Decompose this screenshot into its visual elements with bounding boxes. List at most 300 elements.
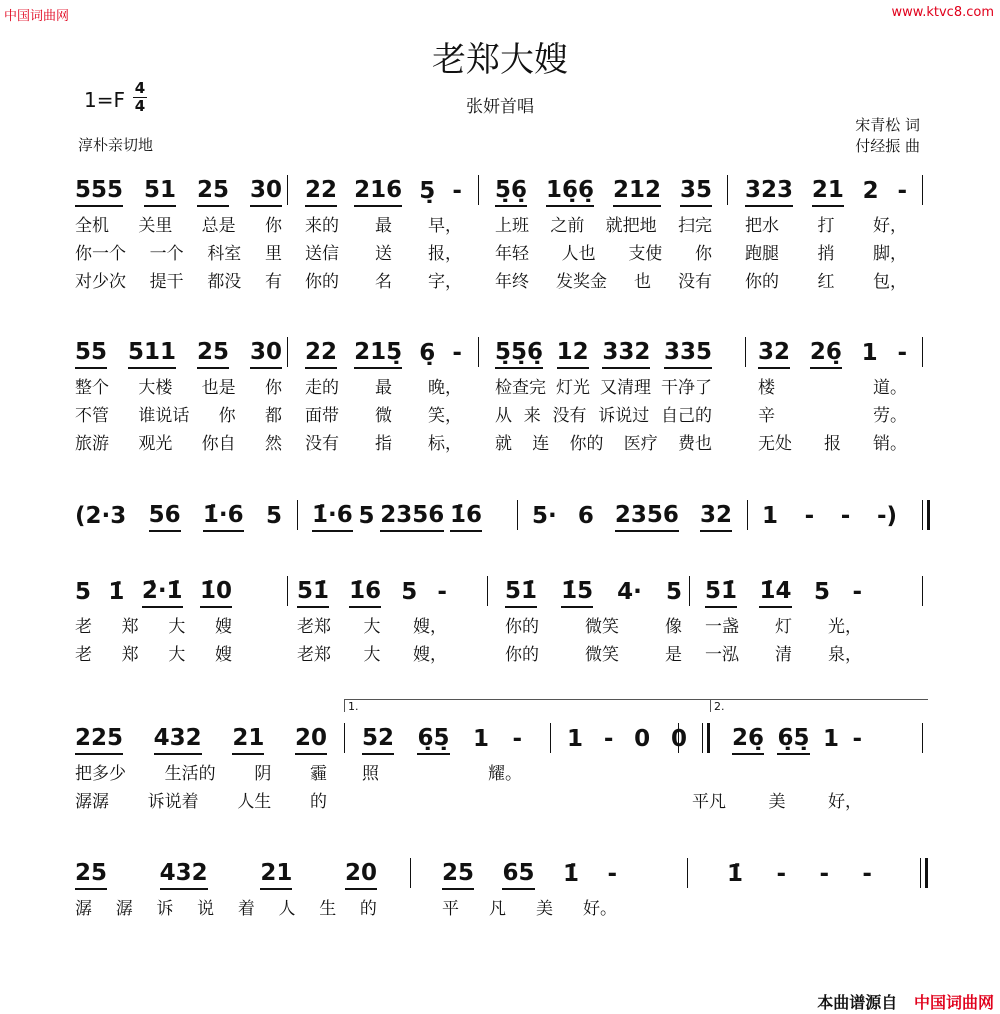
measure bbox=[75, 858, 377, 920]
note-group: 0 bbox=[670, 726, 687, 752]
note-group: 6 bbox=[577, 503, 594, 529]
note-group: 25 bbox=[442, 860, 474, 890]
footer-site: 中国词曲网 bbox=[913, 993, 994, 1012]
lyric-word: 美 bbox=[768, 791, 786, 812]
measure bbox=[297, 576, 447, 666]
lyric-line-verse-1 bbox=[305, 209, 462, 237]
note-group: 1̇·6 bbox=[203, 502, 244, 532]
note-group: 2 bbox=[862, 178, 879, 204]
note-group: 21 bbox=[260, 860, 292, 890]
lyric-word: 大楼 bbox=[138, 377, 173, 398]
note-group: 26̣ bbox=[732, 725, 764, 755]
lyric-word: 费也 bbox=[678, 433, 712, 454]
volta-bracket-2: 2. bbox=[710, 699, 928, 712]
measure-notes bbox=[75, 175, 282, 209]
barline bbox=[517, 500, 518, 530]
lyric-word: 里 bbox=[264, 243, 282, 264]
lyric-word: 支使 bbox=[628, 243, 663, 264]
note-group: 65 bbox=[502, 860, 534, 890]
lyric-word: 好， bbox=[828, 791, 862, 812]
lyric-word: 指 bbox=[375, 433, 392, 454]
note-group: 1̇ bbox=[108, 579, 125, 605]
lyric-word: 也是 bbox=[201, 377, 236, 398]
lyric-word: 你的 bbox=[505, 644, 539, 665]
note-group: 5· bbox=[532, 503, 557, 529]
lyric-line-verse-2 bbox=[75, 638, 232, 666]
lyric-word: 送信 bbox=[305, 243, 339, 264]
lyric-line-verse-1 bbox=[75, 610, 232, 638]
lyricist: 宋青松 词 bbox=[855, 116, 920, 134]
lyric-line-verse-2 bbox=[745, 237, 907, 265]
measure-notes bbox=[532, 500, 732, 534]
measure bbox=[442, 858, 617, 920]
barline bbox=[678, 723, 679, 753]
lyric-word: 跑腿 bbox=[745, 243, 779, 264]
lyric-word: 潺 bbox=[75, 898, 92, 919]
dash-extension: - bbox=[437, 579, 447, 605]
lyric-word: 你一个 bbox=[75, 243, 126, 264]
dash-extension: - bbox=[852, 726, 862, 752]
measure bbox=[495, 175, 712, 293]
lyric-word: 着 bbox=[237, 898, 255, 919]
note-group: 5̣ bbox=[419, 178, 436, 204]
lyric-word: 来 bbox=[523, 405, 541, 426]
measure-notes bbox=[758, 337, 907, 371]
lyric-line-verse-1 bbox=[705, 610, 862, 638]
note-group: 1̇6 bbox=[450, 502, 482, 532]
lyric-word: 微笑 bbox=[585, 616, 619, 637]
lyric-line-verse-2 bbox=[75, 399, 282, 427]
lyric-line-verse-3 bbox=[75, 427, 282, 455]
lyric-word: 都 bbox=[264, 405, 282, 426]
lyric-word: 你自 bbox=[201, 433, 236, 454]
note-group: 2356 bbox=[615, 502, 679, 532]
lyric-line-verse-3 bbox=[495, 427, 712, 455]
note-group: 1 bbox=[567, 726, 584, 752]
dash-extension: - bbox=[840, 503, 851, 529]
note-group: 51 bbox=[144, 177, 176, 207]
note-group: 21 bbox=[232, 725, 264, 755]
lyric-word: 从 bbox=[495, 405, 512, 426]
barline bbox=[297, 500, 298, 530]
barline bbox=[344, 723, 345, 753]
note-group: 1 bbox=[861, 340, 878, 366]
note-group: 25 bbox=[197, 177, 229, 207]
lyric-word: 光， bbox=[828, 616, 862, 637]
lyric-word: 好， bbox=[873, 215, 907, 236]
lyric-word: 销。 bbox=[873, 433, 907, 454]
measure-notes bbox=[505, 576, 682, 610]
lyric-word: 晚， bbox=[428, 377, 462, 398]
lyric-word: 清 bbox=[775, 644, 792, 665]
lyric-word: 老郑 bbox=[297, 644, 331, 665]
note-group: 1̇4 bbox=[759, 578, 791, 608]
measure-notes bbox=[75, 858, 377, 892]
lyric-line-verse-1 bbox=[745, 209, 907, 237]
volta-bracket-1: 1. bbox=[344, 699, 712, 712]
lyric-word: 连 bbox=[532, 433, 550, 454]
lyric-word: 你的 bbox=[569, 433, 604, 454]
measure-notes bbox=[305, 337, 462, 371]
lyric-word: 把多少 bbox=[75, 763, 126, 784]
barline bbox=[922, 576, 923, 606]
measure bbox=[75, 337, 282, 455]
note-group: 1̇5 bbox=[561, 578, 593, 608]
barline bbox=[478, 337, 479, 367]
lyric-line-verse-1 bbox=[495, 209, 712, 237]
lyric-line-verse-2 bbox=[692, 785, 862, 813]
lyric-word: 字， bbox=[428, 271, 462, 292]
measure-notes bbox=[297, 576, 447, 610]
barline bbox=[287, 337, 288, 367]
lyric-word: 没有 bbox=[678, 271, 712, 292]
lyric-word: 你 bbox=[264, 377, 282, 398]
lyric-word: 有 bbox=[264, 271, 282, 292]
note-group: 555 bbox=[75, 177, 123, 207]
note-group: 5̣6̣ bbox=[495, 177, 527, 207]
measure bbox=[75, 500, 282, 534]
lyric-word: 年终 bbox=[495, 271, 529, 292]
lyric-line-verse-3 bbox=[305, 427, 462, 455]
measure bbox=[745, 175, 907, 293]
lyric-line-verse-1 bbox=[362, 757, 522, 785]
lyric-word: 凡 bbox=[489, 898, 506, 919]
measure bbox=[75, 723, 327, 813]
barline bbox=[922, 723, 923, 753]
note-group: 212 bbox=[613, 177, 661, 207]
barline bbox=[410, 858, 411, 888]
lyric-word: 没有 bbox=[552, 405, 587, 426]
singer: 张妍首唱 bbox=[466, 97, 534, 117]
note-group: 2̇·1̇ bbox=[142, 578, 183, 608]
lyric-line-verse-1 bbox=[758, 371, 907, 399]
lyric-word: 包， bbox=[873, 271, 907, 292]
note-group: 323 bbox=[745, 177, 793, 207]
lyric-word: 脚， bbox=[873, 243, 907, 264]
lyric-word: 诉 bbox=[156, 898, 174, 919]
footer-label: 本曲谱源自 bbox=[817, 993, 898, 1012]
lyric-word: 楼 bbox=[758, 377, 775, 398]
lyric-line-verse-2 bbox=[362, 785, 522, 813]
note-group: 51̇ bbox=[297, 578, 329, 608]
lyric-line-verse-1 bbox=[495, 371, 712, 399]
note-group: 511 bbox=[128, 339, 176, 369]
note-group: (2·3 bbox=[75, 503, 127, 529]
lyric-word: 郑 bbox=[121, 616, 139, 637]
measure bbox=[305, 175, 462, 293]
lyric-word: 整个 bbox=[75, 377, 109, 398]
note-group: 1̇0 bbox=[200, 578, 232, 608]
lyric-word: 霾 bbox=[309, 763, 327, 784]
lyric-word: 平 bbox=[442, 898, 459, 919]
lyric-word: 灯 bbox=[775, 616, 792, 637]
lyric-line-verse-2 bbox=[495, 399, 712, 427]
lyric-word: 把水 bbox=[745, 215, 779, 236]
lyric-word: 潺潺 bbox=[75, 791, 109, 812]
lyric-word: 不管 bbox=[75, 405, 109, 426]
lyric-word: 总是 bbox=[201, 215, 236, 236]
barline bbox=[745, 337, 746, 367]
lyric-word: 就把地 bbox=[605, 215, 657, 236]
barline bbox=[747, 500, 748, 530]
note-group: 1 bbox=[822, 726, 839, 752]
note-group: 2356 bbox=[380, 502, 444, 532]
lyric-line-verse-2 bbox=[75, 785, 327, 813]
barline bbox=[687, 858, 688, 888]
measure-notes bbox=[75, 723, 327, 757]
barline bbox=[689, 576, 690, 606]
lyric-word: 报 bbox=[824, 433, 841, 454]
measure bbox=[362, 723, 522, 813]
lyric-line-verse-2 bbox=[567, 785, 687, 813]
measure bbox=[727, 858, 872, 920]
lyric-line-verse-3 bbox=[75, 265, 282, 293]
lyric-word: 的 bbox=[359, 898, 377, 919]
composer: 付经振 曲 bbox=[855, 137, 920, 155]
lyric-line-verse-2 bbox=[75, 237, 282, 265]
lyric-line-verse-2 bbox=[305, 399, 462, 427]
lyric-word: 然 bbox=[264, 433, 282, 454]
lyric-word: 生活的 bbox=[164, 763, 216, 784]
tempo-marking: 淳朴亲切地 bbox=[78, 136, 154, 154]
dash-extension: - bbox=[897, 178, 907, 204]
lyric-word: 泉， bbox=[828, 644, 862, 665]
lyric-word: 自己的 bbox=[661, 405, 712, 426]
barline bbox=[727, 175, 728, 205]
note-group: 5 bbox=[358, 503, 375, 529]
dash-extension: - bbox=[804, 503, 815, 529]
lyric-word: 耀。 bbox=[488, 763, 522, 784]
lyric-word: 一个 bbox=[149, 243, 184, 264]
lyric-word: 说 bbox=[197, 898, 215, 919]
repeat-start-barline bbox=[922, 500, 930, 530]
lyric-word: 一泓 bbox=[705, 644, 739, 665]
lyric-word: 笑， bbox=[428, 405, 462, 426]
lyric-word: 人生 bbox=[237, 791, 272, 812]
measure-notes bbox=[442, 858, 617, 892]
dash-extension: - bbox=[852, 579, 862, 605]
note-group: 1 bbox=[762, 503, 779, 529]
lyric-word: 你 bbox=[694, 243, 712, 264]
note-group: 20 bbox=[295, 725, 327, 755]
lyric-word: 关里 bbox=[138, 215, 173, 236]
lyric-word: 科室 bbox=[207, 243, 242, 264]
lyric-word: 人也 bbox=[561, 243, 596, 264]
lyric-word: 你的 bbox=[505, 616, 539, 637]
note-group: 22 bbox=[305, 177, 337, 207]
measure bbox=[532, 500, 732, 534]
lyric-word: 捎 bbox=[817, 243, 835, 264]
note-group: 25 bbox=[197, 339, 229, 369]
measure bbox=[75, 576, 232, 666]
lyric-word: 没有 bbox=[305, 433, 339, 454]
measure-notes bbox=[495, 337, 712, 371]
lyric-word: 最 bbox=[375, 377, 392, 398]
note-group: 32 bbox=[758, 339, 790, 369]
note-group: 32 bbox=[700, 502, 732, 532]
measure-notes bbox=[762, 500, 897, 534]
lyric-line-verse-1 bbox=[692, 757, 862, 785]
note-group: 5 bbox=[813, 579, 830, 605]
lyric-line-verse-1 bbox=[75, 371, 282, 399]
lyric-word: 都没 bbox=[207, 271, 242, 292]
note-group: 20 bbox=[345, 860, 377, 890]
measure-notes bbox=[567, 723, 687, 757]
measure-notes bbox=[305, 175, 462, 209]
lyric-word: 对少次 bbox=[75, 271, 126, 292]
lyric-word: 又清理 bbox=[600, 377, 651, 398]
note-group: 30 bbox=[250, 339, 282, 369]
lyric-word: 郑 bbox=[121, 644, 139, 665]
lyric-word: 之前 bbox=[550, 215, 585, 236]
meter-bottom: 4 bbox=[134, 97, 146, 115]
lyric-word: 老郑 bbox=[297, 616, 331, 637]
lyric-word: 诉说着 bbox=[147, 791, 199, 812]
dash-extension: - bbox=[862, 861, 872, 887]
measure-notes bbox=[495, 175, 712, 209]
lyric-word: 微笑 bbox=[585, 644, 619, 665]
lyric-line-verse-1 bbox=[75, 209, 282, 237]
lyric-word: 平凡 bbox=[692, 791, 726, 812]
note-group: 5 bbox=[665, 579, 682, 605]
note-group: 55 bbox=[75, 339, 107, 369]
lyric-word: 早， bbox=[428, 215, 462, 236]
lyric-word: 无处 bbox=[758, 433, 792, 454]
key-signature: 1=F bbox=[84, 88, 125, 112]
dash-extension: - bbox=[897, 340, 907, 366]
note-group: 1̇·6 bbox=[312, 502, 353, 532]
lyric-word: 生 bbox=[319, 898, 337, 919]
site-watermark-left: 中国词曲网 bbox=[4, 9, 70, 24]
lyric-word: 大 bbox=[363, 644, 381, 665]
lyric-word: 标， bbox=[428, 433, 462, 454]
measure-notes bbox=[312, 500, 482, 534]
lyric-word: 照 bbox=[362, 763, 379, 784]
note-group: 5 bbox=[265, 503, 282, 529]
site-watermark-right: www.ktvc8.com bbox=[891, 5, 994, 20]
measure bbox=[505, 576, 682, 666]
note-group: 1̇ bbox=[562, 861, 579, 887]
lyric-word: 上班 bbox=[495, 215, 529, 236]
note-group: 0 bbox=[634, 726, 651, 752]
dash-extension: - bbox=[776, 861, 786, 887]
measure-notes bbox=[732, 723, 862, 757]
lyric-word: 干净了 bbox=[661, 377, 712, 398]
lyric-word: 微 bbox=[375, 405, 392, 426]
measure-notes bbox=[75, 500, 282, 534]
barline bbox=[922, 337, 923, 367]
measure bbox=[762, 500, 897, 534]
note-group: 22 bbox=[305, 339, 337, 369]
barline bbox=[487, 576, 488, 606]
lyric-word: 嫂， bbox=[413, 644, 447, 665]
final-barline bbox=[920, 858, 928, 888]
lyric-word: 你 bbox=[264, 215, 282, 236]
lyric-word: 劳。 bbox=[873, 405, 907, 426]
dash-extension: - bbox=[603, 726, 614, 752]
lyric-word: 你的 bbox=[745, 271, 779, 292]
lyric-line-verse-1 bbox=[305, 371, 462, 399]
note-group: 6̣5̣ bbox=[417, 725, 449, 755]
lyric-line-verse-1 bbox=[442, 892, 617, 920]
measure bbox=[495, 337, 712, 455]
lyric-word: 嫂 bbox=[214, 616, 232, 637]
lyric-word: 潺 bbox=[115, 898, 133, 919]
note-group: 16̣6̣ bbox=[546, 177, 594, 207]
lyric-line-verse-2 bbox=[705, 638, 862, 666]
note-group: 216 bbox=[354, 177, 402, 207]
lyric-word: 道。 bbox=[873, 377, 907, 398]
lyric-line-verse-1 bbox=[75, 892, 377, 920]
measure-notes bbox=[727, 858, 872, 892]
meter-top: 4 bbox=[134, 79, 146, 97]
note-group: 332 bbox=[602, 339, 650, 369]
lyric-word: 报， bbox=[428, 243, 462, 264]
lyric-line-verse-1 bbox=[75, 757, 327, 785]
note-group: 432 bbox=[160, 860, 208, 890]
note-group: 5 bbox=[401, 579, 418, 605]
lyric-word: 老 bbox=[75, 616, 92, 637]
lyric-word: 来的 bbox=[305, 215, 339, 236]
barline bbox=[478, 175, 479, 205]
note-group: 1̇ bbox=[727, 861, 744, 887]
lyric-word: 美 bbox=[536, 898, 553, 919]
lyric-line-verse-2 bbox=[505, 638, 682, 666]
lyric-word: 老 bbox=[75, 644, 92, 665]
dash-extension: -) bbox=[876, 503, 897, 529]
note-group: 35 bbox=[680, 177, 712, 207]
lyric-word: 一盏 bbox=[705, 616, 739, 637]
note-group: 6̣ bbox=[419, 340, 436, 366]
measure bbox=[692, 723, 862, 813]
lyric-line-verse-1 bbox=[727, 892, 872, 920]
lyric-word: 检查完 bbox=[495, 377, 546, 398]
lyric-line-verse-2 bbox=[297, 638, 447, 666]
note-group: 225 bbox=[75, 725, 123, 755]
note-group: 21 bbox=[812, 177, 844, 207]
lyric-word: 是 bbox=[665, 644, 682, 665]
lyric-word: 大 bbox=[363, 616, 381, 637]
lyric-line-verse-1 bbox=[505, 610, 682, 638]
lyric-word: 发奖金 bbox=[556, 271, 607, 292]
measure bbox=[75, 175, 282, 293]
lyric-word: 就 bbox=[495, 433, 512, 454]
barline bbox=[550, 723, 551, 753]
lyric-line-verse-2 bbox=[305, 237, 462, 265]
lyric-word: 送 bbox=[375, 243, 392, 264]
lyric-word: 谁说话 bbox=[138, 405, 190, 426]
note-group: 5 bbox=[75, 579, 92, 605]
lyric-word: 走的 bbox=[305, 377, 339, 398]
lyric-word: 全机 bbox=[75, 215, 109, 236]
lyric-word: 的 bbox=[309, 791, 327, 812]
dash-extension: - bbox=[607, 861, 617, 887]
lyric-word: 旅游 bbox=[75, 433, 109, 454]
dash-extension: - bbox=[452, 178, 462, 204]
note-group: 52 bbox=[362, 725, 394, 755]
lyric-word: 大 bbox=[168, 644, 186, 665]
lyric-line-verse-3 bbox=[495, 265, 712, 293]
lyric-line-verse-3 bbox=[745, 265, 907, 293]
note-group: 30 bbox=[250, 177, 282, 207]
barline bbox=[287, 576, 288, 606]
note-group: 51̇ bbox=[705, 578, 737, 608]
measure bbox=[567, 723, 687, 813]
lyric-word: 人 bbox=[278, 898, 296, 919]
lyric-word: 观光 bbox=[138, 433, 173, 454]
measure bbox=[312, 500, 482, 534]
note-group: 5̣5̣6̣ bbox=[495, 339, 543, 369]
